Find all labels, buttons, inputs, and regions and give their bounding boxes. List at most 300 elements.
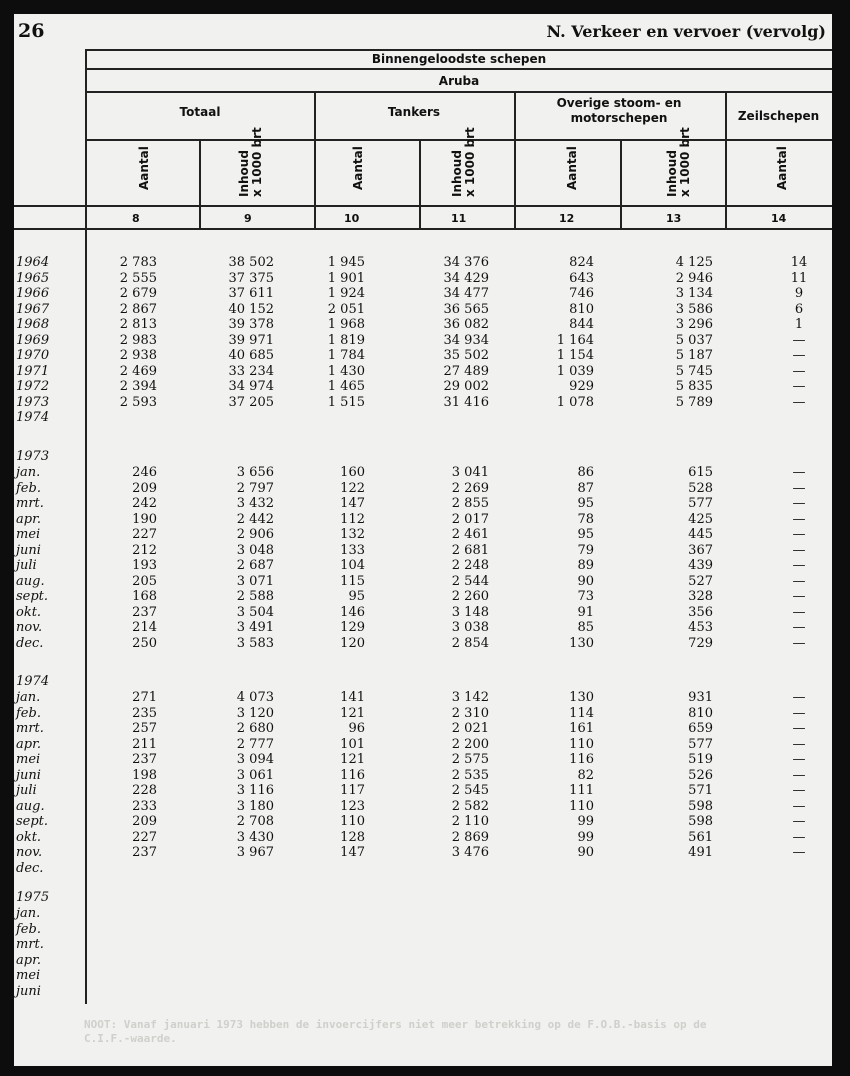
cell-c14: — [792, 394, 806, 410]
cell-c10: 121 [340, 752, 365, 767]
cell-c8: 271 [132, 690, 157, 705]
cell-c12: 746 [569, 286, 594, 301]
cell-c9: 33 234 [228, 363, 274, 379]
cell-c12: 111 [569, 783, 594, 798]
row-label: dec. [16, 635, 44, 651]
row-label: dec. [16, 860, 44, 876]
cell-c13: 5 835 [675, 379, 713, 394]
row-label: nov. [16, 845, 43, 860]
col-number: 9 [244, 212, 252, 225]
row-label: apr. [16, 736, 41, 752]
row-label: juni [16, 767, 41, 783]
row-label: 1972 [16, 379, 50, 394]
cell-c12: 95 [577, 527, 594, 542]
cell-c9: 39 378 [228, 317, 274, 332]
year-label: 1975 [16, 890, 50, 905]
row-label: aug. [16, 573, 45, 589]
cell-c12: 95 [577, 496, 594, 511]
cell-c11: 3 038 [451, 620, 489, 635]
cell-c10: 1 784 [327, 348, 365, 363]
row-label: 1967 [16, 301, 50, 317]
cell-c11: 2 582 [451, 798, 489, 814]
section-zeilschepen: Zeilschepen [737, 109, 820, 123]
row-label: 1969 [16, 332, 50, 348]
cell-c8: 209 [132, 480, 157, 496]
cell-c14: — [792, 332, 806, 348]
col-number: 14 [771, 212, 787, 225]
document-page [14, 14, 832, 1066]
cell-c14: — [792, 379, 806, 394]
cell-c10: 96 [348, 721, 365, 736]
col-number: 11 [451, 212, 467, 225]
cell-c9: 3 116 [236, 783, 274, 798]
cell-c11: 34 477 [443, 286, 489, 301]
cell-c13: 2 946 [675, 270, 713, 286]
cell-c9: 3 094 [236, 752, 274, 767]
cell-c13: 3 586 [675, 301, 713, 317]
cell-c12: 929 [569, 379, 594, 394]
cell-c12: 110 [569, 798, 594, 814]
cell-c14: — [792, 690, 806, 705]
cell-c13: 598 [688, 798, 713, 814]
row-label: mrt. [16, 721, 44, 736]
cell-c10: 104 [340, 558, 365, 573]
cell-c12: 810 [569, 301, 594, 317]
cell-c13: 367 [688, 542, 713, 558]
cell-c9: 3 491 [236, 620, 274, 635]
cell-c13: 328 [688, 589, 713, 604]
cell-c8: 209 [132, 814, 157, 829]
cell-c13: 526 [688, 767, 713, 783]
col-header-aantal: Aantal [137, 146, 151, 190]
cell-c13: 356 [688, 604, 713, 620]
cell-c13: 439 [688, 558, 713, 573]
cell-c14: — [792, 635, 806, 651]
cell-c11: 34 429 [443, 270, 489, 286]
cell-c14: — [792, 589, 806, 604]
cell-c10: 122 [340, 480, 365, 496]
cell-c12: 130 [569, 690, 594, 705]
cell-c12: 85 [577, 620, 594, 635]
cell-c12: 82 [577, 767, 594, 783]
col-header-inhoud: Inhoud x 1000 brt [450, 127, 477, 197]
cell-c12: 79 [577, 542, 594, 558]
cell-c11: 2 544 [451, 573, 489, 589]
row-label: 1974 [16, 410, 50, 425]
cell-c14: — [792, 767, 806, 783]
cell-c14: — [792, 558, 806, 573]
cell-c10: 129 [340, 620, 365, 635]
cell-c11: 2 461 [451, 527, 489, 542]
cell-c12: 1 078 [556, 394, 594, 410]
cell-c11: 2 855 [451, 496, 489, 511]
cell-c12: 90 [577, 845, 594, 860]
cell-c12: 78 [577, 511, 594, 527]
cell-c9: 2 588 [236, 589, 274, 604]
cell-c12: 89 [577, 558, 594, 573]
row-label: feb. [16, 705, 41, 721]
cell-c8: 193 [132, 558, 157, 573]
cell-c9: 3 180 [236, 798, 274, 814]
cell-c11: 29 002 [443, 379, 489, 394]
row-label: apr. [16, 952, 41, 968]
cell-c14: — [792, 845, 806, 860]
row-label: okt. [16, 829, 42, 845]
cell-c10: 117 [340, 783, 365, 798]
row-label: 1971 [16, 363, 50, 379]
col-divider [419, 139, 421, 228]
cell-c11: 3 148 [451, 604, 489, 620]
cell-c9: 37 375 [228, 270, 274, 286]
cell-c10: 95 [348, 589, 365, 604]
group-title: Binnengeloodste schepen [371, 52, 547, 66]
cell-c14: — [792, 752, 806, 767]
cell-c10: 1 819 [327, 332, 365, 348]
row-label: 1968 [16, 317, 50, 332]
cell-c13: 931 [688, 690, 713, 705]
cell-c10: 160 [340, 465, 365, 480]
cell-c10: 1 430 [327, 363, 365, 379]
cell-c13: 729 [688, 635, 713, 651]
cell-c11: 2 869 [451, 829, 489, 845]
cell-c8: 227 [132, 527, 157, 542]
cell-c10: 115 [340, 573, 365, 589]
cell-c8: 250 [132, 635, 157, 651]
cell-c14: — [792, 604, 806, 620]
cell-c9: 3 504 [236, 604, 274, 620]
row-label: mrt. [16, 496, 44, 511]
cell-c10: 1 515 [327, 394, 365, 410]
cell-c13: 5 745 [675, 363, 713, 379]
row-label: nov. [16, 620, 43, 635]
cell-c9: 4 073 [236, 690, 274, 705]
cell-c14: — [792, 798, 806, 814]
cell-c8: 2 867 [119, 301, 157, 317]
cell-c9: 39 971 [228, 332, 274, 348]
row-label: juli [16, 783, 37, 798]
cell-c14: 9 [794, 286, 804, 301]
cell-c12: 161 [569, 721, 594, 736]
cell-c8: 211 [132, 736, 157, 752]
cell-c10: 132 [340, 527, 365, 542]
row-label: jan. [16, 906, 41, 921]
cell-c13: 561 [688, 829, 713, 845]
cell-c13: 5 037 [675, 332, 713, 348]
row-label: okt. [16, 604, 42, 620]
cell-c13: 3 134 [675, 286, 713, 301]
cell-c14: 14 [790, 255, 808, 270]
cell-c11: 2 248 [451, 558, 489, 573]
cell-c12: 116 [569, 752, 594, 767]
cell-c9: 3 656 [236, 465, 274, 480]
stub-divider [85, 49, 87, 1004]
cell-c10: 101 [340, 736, 365, 752]
section-overige: Overige stoom- en motorschepen [556, 96, 682, 125]
cell-c13: 425 [688, 511, 713, 527]
cell-c10: 128 [340, 829, 365, 845]
row-label: apr. [16, 511, 41, 527]
cell-c9: 3 071 [236, 573, 274, 589]
cell-c9: 2 680 [236, 721, 274, 736]
cell-c14: — [792, 573, 806, 589]
row-label: mei [16, 527, 41, 542]
cell-c11: 2 269 [451, 480, 489, 496]
cell-c11: 2 535 [451, 767, 489, 783]
cell-c8: 2 938 [119, 348, 157, 363]
group-rule [86, 68, 832, 70]
row-label: juni [16, 542, 41, 558]
cell-c9: 38 502 [228, 255, 274, 270]
cell-c11: 2 017 [451, 511, 489, 527]
cell-c8: 235 [132, 705, 157, 721]
cell-c10: 147 [340, 496, 365, 511]
cell-c10: 121 [340, 705, 365, 721]
cell-c12: 73 [577, 589, 594, 604]
cell-c8: 257 [132, 721, 157, 736]
row-label: juli [16, 558, 37, 573]
cell-c11: 3 041 [451, 465, 489, 480]
cell-c10: 1 901 [327, 270, 365, 286]
cell-c9: 40 152 [228, 301, 274, 317]
cell-c12: 1 164 [556, 332, 594, 348]
cell-c12: 99 [577, 814, 594, 829]
cell-c11: 2 260 [451, 589, 489, 604]
col-header-inhoud: Inhoud x 1000 brt [665, 127, 692, 197]
cell-c8: 2 679 [119, 286, 157, 301]
cell-c9: 37 611 [228, 286, 274, 301]
cell-c12: 91 [577, 604, 594, 620]
cell-c12: 130 [569, 635, 594, 651]
cell-c8: 2 783 [119, 255, 157, 270]
cell-c10: 133 [340, 542, 365, 558]
cell-c12: 1 039 [556, 363, 594, 379]
cell-c9: 3 432 [236, 496, 274, 511]
section-tankers: Tankers [387, 105, 441, 119]
cell-c14: 6 [794, 301, 804, 317]
cell-c9: 2 777 [236, 736, 274, 752]
cell-c9: 2 708 [236, 814, 274, 829]
row-label: jan. [16, 465, 41, 480]
cell-c11: 2 310 [451, 705, 489, 721]
cell-c11: 31 416 [443, 394, 489, 410]
cell-c10: 2 051 [327, 301, 365, 317]
cell-c14: — [792, 527, 806, 542]
cell-c13: 528 [688, 480, 713, 496]
cell-c8: 168 [132, 589, 157, 604]
row-label: sept. [16, 589, 49, 604]
cell-c14: — [792, 705, 806, 721]
cell-c10: 141 [340, 690, 365, 705]
row-label: jan. [16, 690, 41, 705]
cell-c13: 577 [688, 496, 713, 511]
cell-c8: 2 813 [119, 317, 157, 332]
cell-c8: 190 [132, 511, 157, 527]
col-number: 10 [344, 212, 360, 225]
row-label: mrt. [16, 937, 44, 952]
row-label: 1973 [16, 394, 50, 410]
row-label: mei [16, 968, 41, 983]
cell-c14: — [792, 721, 806, 736]
cell-c9: 2 797 [236, 480, 274, 496]
cell-c8: 242 [132, 496, 157, 511]
cell-c12: 87 [577, 480, 594, 496]
cell-c12: 86 [577, 465, 594, 480]
cell-c10: 1 465 [327, 379, 365, 394]
cell-c10: 1 924 [327, 286, 365, 301]
cell-c8: 205 [132, 573, 157, 589]
cell-c11: 36 082 [443, 317, 489, 332]
cell-c8: 228 [132, 783, 157, 798]
cell-c13: 5 789 [675, 394, 713, 410]
row-label: 1965 [16, 270, 50, 286]
cell-c8: 2 555 [119, 270, 157, 286]
cell-c10: 1 968 [327, 317, 365, 332]
cell-c14: 1 [794, 317, 804, 332]
cell-c12: 110 [569, 736, 594, 752]
cell-c10: 147 [340, 845, 365, 860]
cell-c9: 37 205 [228, 394, 274, 410]
cell-c14: — [792, 814, 806, 829]
row-label: juni [16, 983, 41, 999]
row-label: 1966 [16, 286, 50, 301]
cell-c11: 3 476 [451, 845, 489, 860]
cell-c13: 615 [688, 465, 713, 480]
col-number: 8 [132, 212, 140, 225]
col-header-rule [14, 205, 832, 207]
col-divider [514, 91, 516, 228]
cell-c13: 659 [688, 721, 713, 736]
footnote: NOOT: Vanaf januari 1973 hebben de invoercijfers niet meer betrekking op de F.O.B.-basis op de C.I.F.-waarde. [84, 1018, 707, 1045]
col-divider [199, 139, 201, 228]
cell-c14: — [792, 620, 806, 635]
cell-c11: 2 021 [451, 721, 489, 736]
cell-c9: 2 906 [236, 527, 274, 542]
cell-c9: 3 967 [236, 845, 274, 860]
cell-c12: 643 [569, 270, 594, 286]
cell-c13: 577 [688, 736, 713, 752]
cell-c12: 1 154 [556, 348, 594, 363]
section-totaal: Totaal [179, 105, 221, 119]
cell-c8: 227 [132, 829, 157, 845]
cell-c11: 2 545 [451, 783, 489, 798]
col-header-inhoud: Inhoud x 1000 brt [237, 127, 264, 197]
subgroup-title: Aruba [438, 74, 480, 88]
cell-c9: 34 974 [228, 379, 274, 394]
cell-c13: 3 296 [675, 317, 713, 332]
cell-c8: 2 983 [119, 332, 157, 348]
cell-c13: 4 125 [675, 255, 713, 270]
cell-c9: 3 583 [236, 635, 274, 651]
cell-c13: 527 [688, 573, 713, 589]
cell-c13: 519 [688, 752, 713, 767]
cell-c11: 2 575 [451, 752, 489, 767]
cell-c10: 123 [340, 798, 365, 814]
page-title: N. Verkeer en vervoer (vervolg) [546, 22, 826, 41]
cell-c11: 2 854 [451, 635, 489, 651]
cell-c11: 35 502 [443, 348, 489, 363]
cell-c10: 116 [340, 767, 365, 783]
cell-c8: 2 469 [119, 363, 157, 379]
subgroup-rule [86, 91, 832, 93]
cell-c9: 3 061 [236, 767, 274, 783]
cell-c12: 824 [569, 255, 594, 270]
cell-c14: — [792, 465, 806, 480]
cell-c13: 491 [688, 845, 713, 860]
top-rule [86, 49, 832, 51]
cell-c13: 571 [688, 783, 713, 798]
cell-c8: 237 [132, 845, 157, 860]
row-label: feb. [16, 921, 41, 937]
col-number: 12 [559, 212, 575, 225]
cell-c11: 36 565 [443, 301, 489, 317]
cell-c11: 34 934 [443, 332, 489, 348]
row-label: 1964 [16, 255, 50, 270]
cell-c14: — [792, 480, 806, 496]
cell-c10: 110 [340, 814, 365, 829]
col-header-aantal: Aantal [351, 146, 365, 190]
row-label: feb. [16, 480, 41, 496]
cell-c9: 3 120 [236, 705, 274, 721]
cell-c13: 810 [688, 705, 713, 721]
cell-c9: 3 048 [236, 542, 274, 558]
cell-c14: 11 [790, 270, 808, 286]
cell-c10: 1 945 [327, 255, 365, 270]
year-label: 1973 [16, 449, 50, 464]
cell-c11: 2 110 [451, 814, 489, 829]
cell-c14: — [792, 542, 806, 558]
cell-c8: 198 [132, 767, 157, 783]
cell-c13: 445 [688, 527, 713, 542]
cell-c8: 246 [132, 465, 157, 480]
cell-c14: — [792, 511, 806, 527]
cell-c9: 3 430 [236, 829, 274, 845]
cell-c14: — [792, 783, 806, 798]
cell-c14: — [792, 363, 806, 379]
cell-c10: 112 [340, 511, 365, 527]
row-label: sept. [16, 814, 49, 829]
cell-c14: — [792, 829, 806, 845]
col-number-rule [14, 228, 832, 230]
row-label: aug. [16, 798, 45, 814]
cell-c10: 120 [340, 635, 365, 651]
col-header-aantal: Aantal [775, 146, 789, 190]
cell-c14: — [792, 496, 806, 511]
cell-c9: 40 685 [228, 348, 274, 363]
cell-c8: 237 [132, 752, 157, 767]
year-label: 1974 [16, 674, 50, 689]
cell-c12: 99 [577, 829, 594, 845]
cell-c11: 3 142 [451, 690, 489, 705]
cell-c8: 212 [132, 542, 157, 558]
page-number: 26 [18, 20, 45, 42]
cell-c12: 90 [577, 573, 594, 589]
cell-c12: 114 [569, 705, 594, 721]
row-label: mei [16, 752, 41, 767]
cell-c8: 2 394 [119, 379, 157, 394]
cell-c8: 233 [132, 798, 157, 814]
cell-c9: 2 687 [236, 558, 274, 573]
cell-c11: 27 489 [443, 363, 489, 379]
cell-c13: 598 [688, 814, 713, 829]
cell-c8: 2 593 [119, 394, 157, 410]
cell-c11: 2 200 [451, 736, 489, 752]
cell-c8: 214 [132, 620, 157, 635]
cell-c8: 237 [132, 604, 157, 620]
cell-c14: — [792, 736, 806, 752]
cell-c11: 2 681 [451, 542, 489, 558]
col-divider [620, 139, 622, 228]
cell-c9: 2 442 [236, 511, 274, 527]
